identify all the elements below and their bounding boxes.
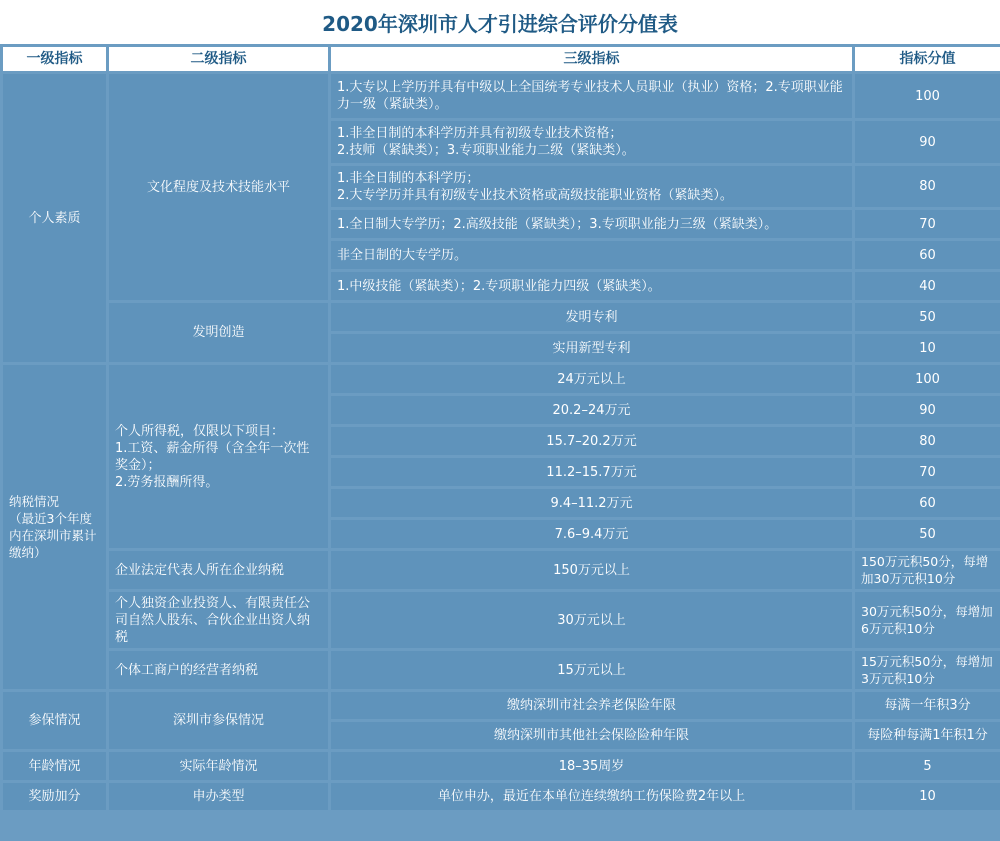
header-level3: 三级指标 bbox=[331, 47, 852, 71]
level2-income-tax: 个人所得税，仅限以下项目： 1.工资、薪金所得（含全年一次性奖金）； 2.劳务报酬所得。 bbox=[109, 365, 328, 548]
level3-cell: 150万元以上 bbox=[331, 551, 852, 589]
score-cell: 90 bbox=[855, 396, 1000, 424]
score-cell: 90 bbox=[855, 121, 1000, 163]
header-row bbox=[3, 47, 1000, 71]
level3-cell: 11.2–15.7万元 bbox=[331, 458, 852, 486]
level2-investor-tax: 个人独资企业投资人、有限责任公司自然人股东、合伙企业出资人纳税 bbox=[109, 592, 328, 648]
score-cell: 10 bbox=[855, 334, 1000, 362]
level2-business-tax: 个体工商户的经营者纳税 bbox=[109, 651, 328, 689]
level2-corp-tax: 企业法定代表人所在企业纳税 bbox=[109, 551, 328, 589]
level3-cell: 24万元以上 bbox=[331, 365, 852, 393]
score-cell: 100 bbox=[855, 365, 1000, 393]
level1-personal: 个人素质 bbox=[3, 74, 106, 362]
level3-cell: 15万元以上 bbox=[331, 651, 852, 689]
level3-cell: 非全日制的大专学历。 bbox=[331, 241, 852, 269]
level2-invention: 发明创造 bbox=[109, 303, 328, 362]
score-cell: 30万元积50分，每增加6万元积10分 bbox=[855, 592, 1000, 648]
level2-age: 实际年龄情况 bbox=[109, 752, 328, 780]
level3-cell: 1.非全日制的本科学历并具有初级专业技术资格； 2.技师（紧缺类）；3.专项职业能力二级（紧缺类）。 bbox=[331, 121, 852, 163]
table-row bbox=[3, 592, 1000, 648]
level3-cell: 15.7–20.2万元 bbox=[331, 427, 852, 455]
header-score: 指标分值 bbox=[855, 47, 1000, 71]
score-cell: 60 bbox=[855, 241, 1000, 269]
score-cell: 每险种每满1年积1分 bbox=[855, 722, 1000, 749]
level3-cell: 1.中级技能（紧缺类）；2.专项职业能力四级（紧缺类）。 bbox=[331, 272, 852, 300]
score-cell: 80 bbox=[855, 166, 1000, 207]
score-cell: 150万元积50分，每增加30万元积10分 bbox=[855, 551, 1000, 589]
level3-cell: 发明专利 bbox=[331, 303, 852, 331]
table-row bbox=[3, 651, 1000, 689]
score-cell: 70 bbox=[855, 210, 1000, 238]
table-row bbox=[3, 74, 1000, 118]
score-cell: 50 bbox=[855, 303, 1000, 331]
score-cell: 60 bbox=[855, 489, 1000, 517]
score-cell: 15万元积50分，每增加3万元积10分 bbox=[855, 651, 1000, 689]
table-row bbox=[3, 551, 1000, 589]
level1-bonus: 奖励加分 bbox=[3, 783, 106, 810]
score-table bbox=[0, 44, 1000, 813]
level3-cell: 18–35周岁 bbox=[331, 752, 852, 780]
level3-cell: 20.2–24万元 bbox=[331, 396, 852, 424]
table-title: 2020年深圳市人才引进综合评价分值表 bbox=[0, 0, 1000, 44]
level3-cell: 7.6–9.4万元 bbox=[331, 520, 852, 548]
score-cell: 10 bbox=[855, 783, 1000, 810]
level1-insurance: 参保情况 bbox=[3, 692, 106, 749]
level1-tax: 纳税情况 （最近3个年度内在深圳市累计缴纳） bbox=[3, 365, 106, 689]
score-cell: 5 bbox=[855, 752, 1000, 780]
score-cell: 每满一年积3分 bbox=[855, 692, 1000, 719]
score-cell: 40 bbox=[855, 272, 1000, 300]
level3-cell: 单位申办，最近在本单位连续缴纳工伤保险费2年以上 bbox=[331, 783, 852, 810]
score-cell: 70 bbox=[855, 458, 1000, 486]
level2-bonus: 申办类型 bbox=[109, 783, 328, 810]
header-level2: 二级指标 bbox=[109, 47, 328, 71]
header-level1: 一级指标 bbox=[3, 47, 106, 71]
level3-cell: 1.大专以上学历并具有中级以上全国统考专业技术人员职业（执业）资格；2.专项职业能力一级（紧缺类）。 bbox=[331, 74, 852, 118]
table-row bbox=[3, 365, 1000, 393]
table-row bbox=[3, 303, 1000, 331]
level3-cell: 9.4–11.2万元 bbox=[331, 489, 852, 517]
table-row bbox=[3, 752, 1000, 780]
level3-cell: 实用新型专利 bbox=[331, 334, 852, 362]
level3-cell: 缴纳深圳市社会养老保险年限 bbox=[331, 692, 852, 719]
level2-insurance: 深圳市参保情况 bbox=[109, 692, 328, 749]
level3-cell: 缴纳深圳市其他社会保险险种年限 bbox=[331, 722, 852, 749]
score-cell: 100 bbox=[855, 74, 1000, 118]
table-row bbox=[3, 692, 1000, 719]
score-cell: 80 bbox=[855, 427, 1000, 455]
table-row bbox=[3, 783, 1000, 810]
level1-age: 年龄情况 bbox=[3, 752, 106, 780]
score-cell: 50 bbox=[855, 520, 1000, 548]
level3-cell: 30万元以上 bbox=[331, 592, 852, 648]
level2-education: 文化程度及技术技能水平 bbox=[109, 74, 328, 300]
level3-cell: 1.全日制大专学历；2.高级技能（紧缺类）；3.专项职业能力三级（紧缺类）。 bbox=[331, 210, 852, 238]
level3-cell: 1.非全日制的本科学历； 2.大专学历并具有初级专业技术资格或高级技能职业资格（紧缺类）。 bbox=[331, 166, 852, 207]
